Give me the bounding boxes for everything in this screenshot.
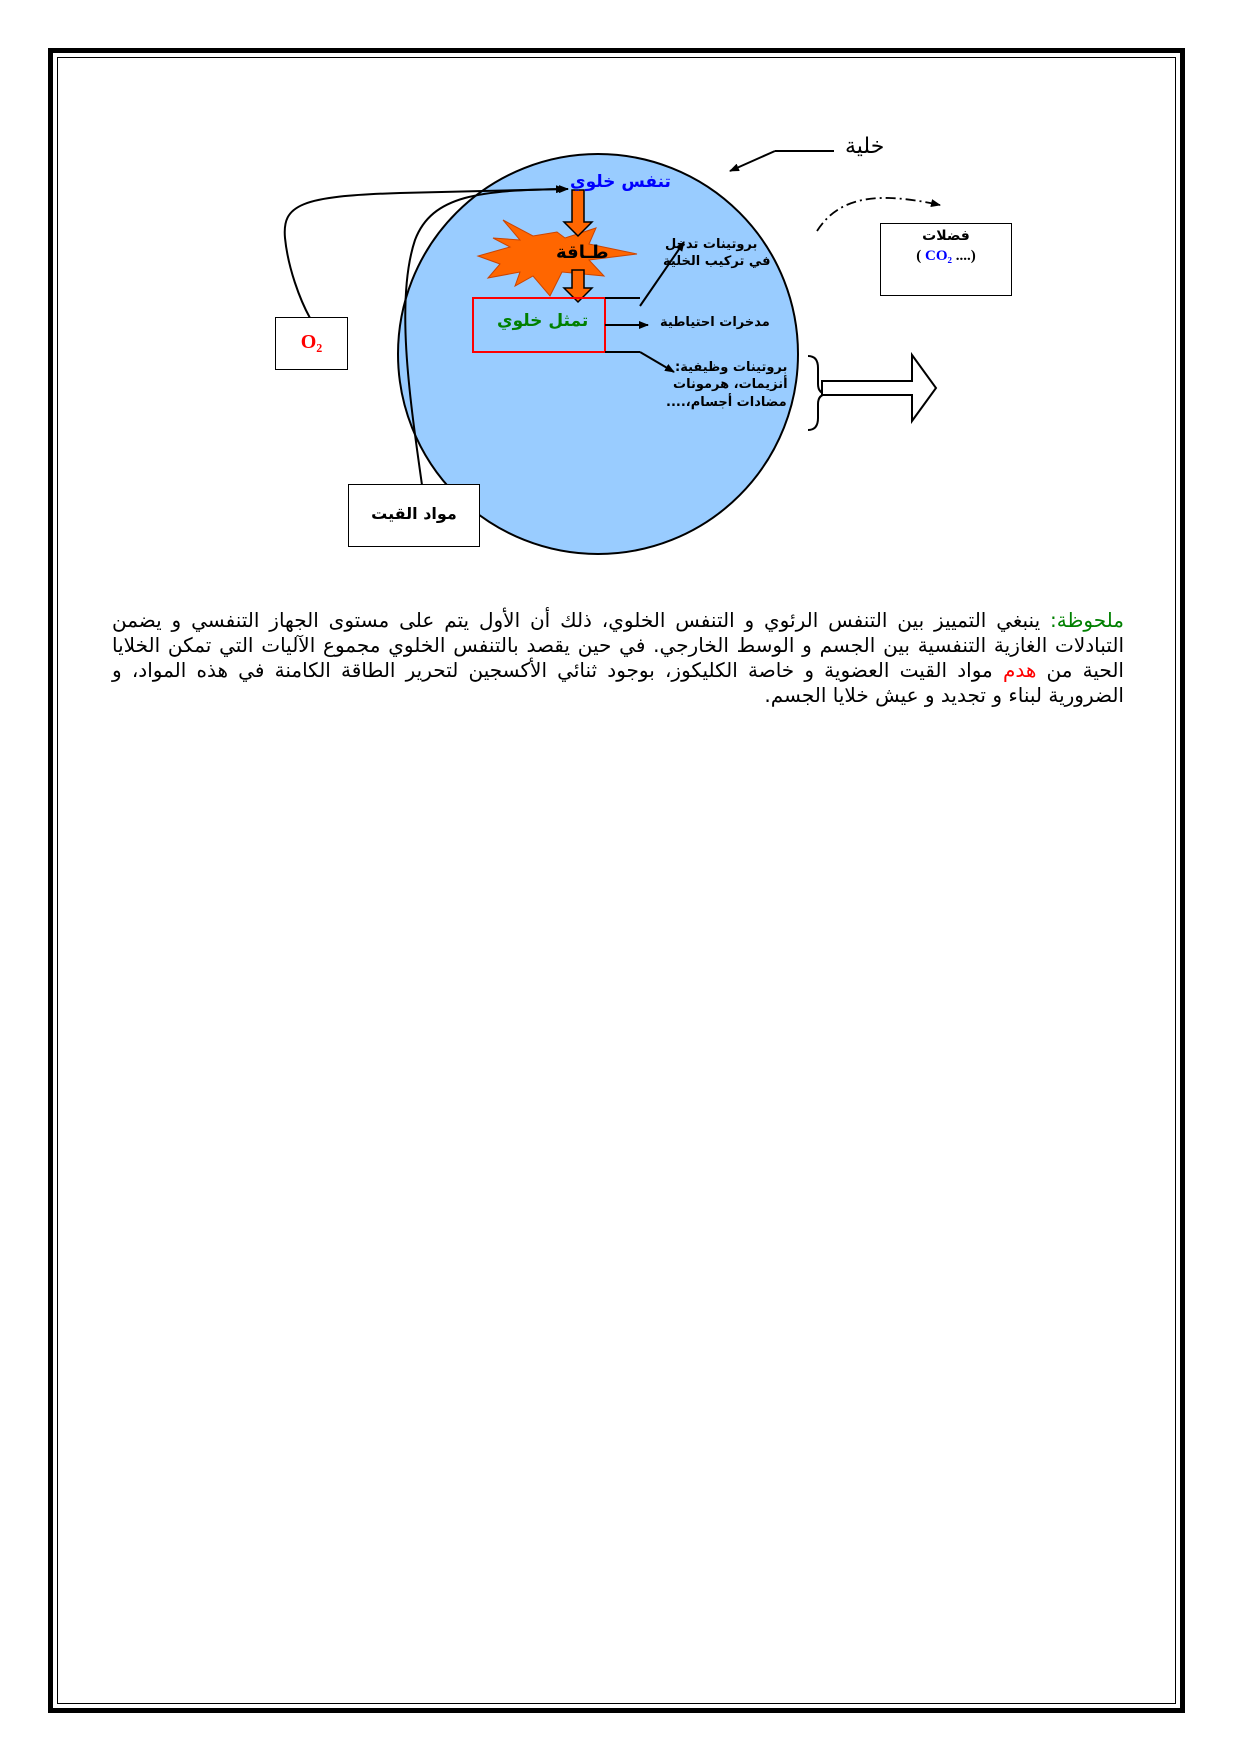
- energy-label: طـاقة: [556, 242, 609, 263]
- note-text-part2: مواد القيت العضوية و خاصة الكليكوز، بوجود ثنائي الأكسجين لتحرير الطاقة الكامنة في هذه المواد، و الضرورية لبناء و تجديد و عيش خلايا الجسم.: [112, 658, 1124, 707]
- functional-proteins-line2: أنزيمات، هرمونات: [673, 377, 788, 392]
- functional-proteins-line1: بروتينات وظيفية:: [675, 360, 788, 375]
- structural-proteins-line1: بروتينات تدخل: [665, 237, 758, 252]
- cell-pointer-arrow: [730, 151, 775, 171]
- waste-dots: ....): [955, 248, 976, 264]
- note-text-part1: ينبغي التمييز بين التنفس الرئوي و التنفس الخلوي، ذلك أن الأول يتم على مستوى الجهاز التنفسي و يضمن التبادلات الغازية التنفسية بين الجسم و الوسط الخارجي. في حين يقصد بالتنفس الخلوي مجموع الآليات التي تمكن الخلايا الحية من: [112, 608, 1124, 682]
- assimilation-label: تمثل خلوي: [497, 311, 589, 331]
- note-heading: ملحوظة:: [1050, 608, 1124, 632]
- waste-formula: [881, 248, 1011, 265]
- cell-label: خلية: [845, 134, 885, 159]
- oxygen-box: [275, 317, 348, 370]
- waste-label: فضلات: [922, 228, 970, 244]
- respiration-label: تنفس خلوي: [570, 172, 671, 192]
- export-hollow-arrow: [822, 355, 936, 421]
- waste-box: [880, 223, 1012, 296]
- waste-co2: CO₂: [925, 248, 952, 264]
- note-paragraph: [112, 608, 1124, 708]
- oxygen-label: O₂: [300, 331, 323, 353]
- structural-proteins-line2: في تركيب الخلية: [663, 254, 771, 269]
- reserves-label: مدخرات احتياطية: [660, 315, 770, 330]
- nutrients-label: مواد القيت: [371, 504, 457, 523]
- functional-proteins-line3: مضادات أجسام،....: [666, 395, 787, 410]
- waste-paren-open: (: [916, 248, 922, 264]
- note-highlight: هدم: [1002, 658, 1037, 682]
- nutrients-box: [348, 484, 480, 547]
